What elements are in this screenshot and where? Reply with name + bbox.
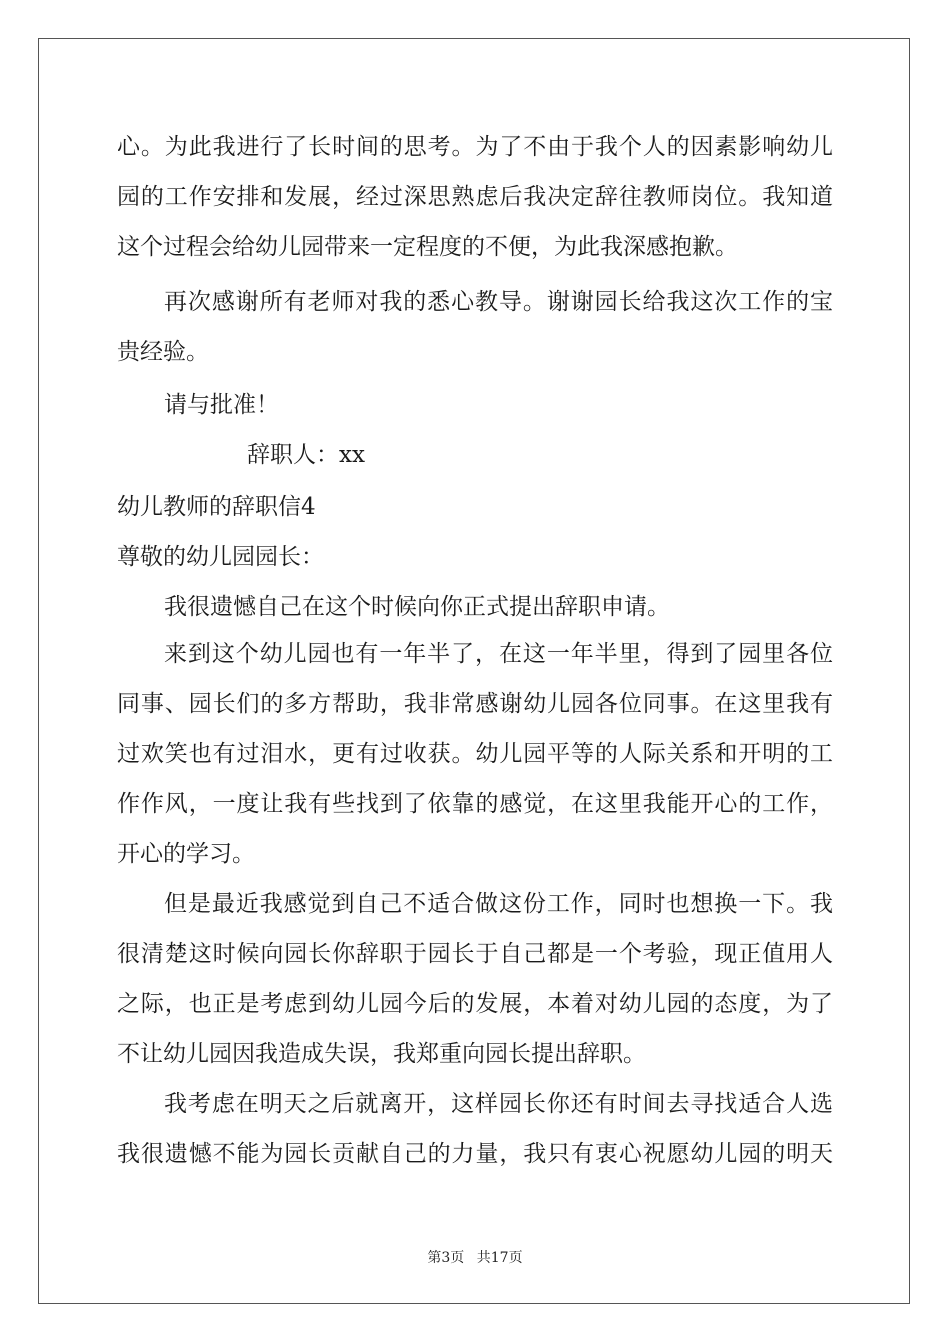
text-line: 作作风，一度让我有些找到了依靠的感觉，在这里我能开心的工作，: [117, 791, 833, 817]
text-line: 过欢笑也有过泪水，更有过收获。幼儿园平等的人际关系和开明的工: [117, 741, 833, 767]
text-line: 园的工作安排和发展，经过深思熟虑后我决定辞往教师岗位。我知道: [117, 184, 833, 210]
text-line: 我很遗憾自己在这个时候向你正式提出辞职申请。: [164, 594, 670, 620]
page-footer: [0, 1247, 950, 1267]
text-line: 请与批准！: [164, 392, 279, 418]
text-line: 贵经验。: [117, 339, 209, 365]
text-line: 但是最近我感觉到自己不适合做这份工作，同时也想换一下。我: [164, 891, 833, 917]
salutation: 尊敬的幼儿园园长：: [117, 544, 324, 570]
text-line: 不让幼儿园因我造成失误，我郑重向园长提出辞职。: [117, 1041, 646, 1067]
signature-line: 辞职人：xx: [247, 442, 365, 468]
section-title: 幼儿教师的辞职信4: [117, 494, 316, 520]
text-line: 之际，也正是考虑到幼儿园今后的发展，本着对幼儿园的态度，为了: [117, 991, 833, 1017]
text-line: 我考虑在明天之后就离开，这样园长你还有时间去寻找适合人选: [164, 1091, 833, 1117]
text-line: 心。为此我进行了长时间的思考。为了不由于我个人的因素影响幼儿: [117, 134, 833, 160]
page-total: 共17页: [476, 1250, 523, 1266]
page-number: 第3页: [427, 1250, 465, 1266]
text-line: 很清楚这时候向园长你辞职于园长于自己都是一个考验，现正值用人: [117, 941, 833, 967]
text-line: 开心的学习。: [117, 841, 255, 867]
text-line: 来到这个幼儿园也有一年半了，在这一年半里，得到了园里各位: [164, 641, 833, 667]
text-line: 这个过程会给幼儿园带来一定程度的不便，为此我深感抱歉。: [117, 234, 738, 260]
text-line: 同事、园长们的多方帮助，我非常感谢幼儿园各位同事。在这里我有: [117, 691, 833, 717]
text-line: 我很遗憾不能为园长贡献自己的力量，我只有衷心祝愿幼儿园的明天: [117, 1141, 833, 1167]
text-line: 再次感谢所有老师对我的悉心教导。谢谢园长给我这次工作的宝: [164, 289, 833, 315]
